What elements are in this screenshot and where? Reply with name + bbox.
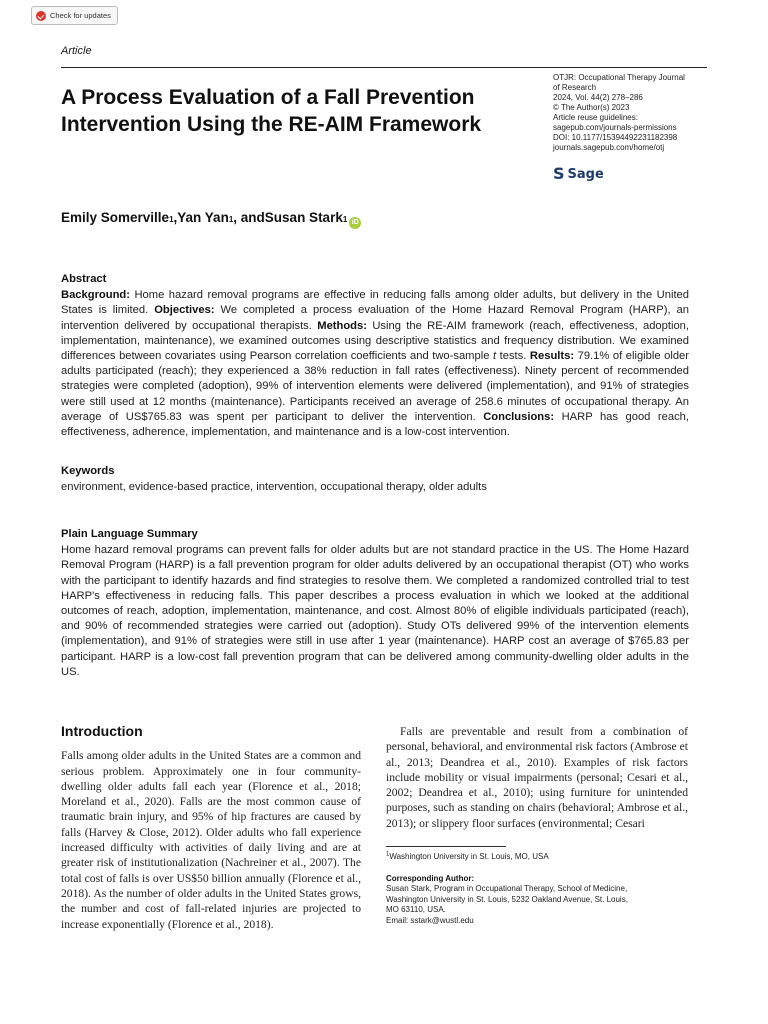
introduction-paragraph-2: Falls are preventable and result from a combination of personal, behavioral, and environmental risk factors (Ambrose et al., 2013; Deandrea et al., 2010). Examples of risk factors include mobility or visual impairments (personal; Cesari et al., 2002; Deandrea et al., 2010); using furniture for unintended purposes, such as standing on chairs (behavioral; Ambrose et al., 2013); or slippery floor surfaces (environmental; Cesari bbox=[386, 725, 688, 830]
article-title: A Process Evaluation of a Fall Prevention Intervention Using the RE-AIM Framework bbox=[61, 86, 482, 136]
conclusions-label: Conclusions: bbox=[483, 410, 555, 423]
corresponding-author-line: Susan Stark, Program in Occupational Therapy, School of Medicine, bbox=[386, 884, 628, 893]
author-name: Emily Somerville bbox=[61, 210, 170, 225]
introduction-heading: Introduction bbox=[61, 723, 143, 739]
results-label: Results: bbox=[529, 350, 575, 363]
journal-name-line-2: of Research bbox=[553, 83, 597, 92]
affiliation-footnote bbox=[386, 852, 696, 863]
plain-language-summary-text: Home hazard removal programs can prevent falls for older adults but are not standard practice in the US. The Home Hazard Removal Program (HARP) is a fall prevention program for older adults delivered by an occupational therapist (OT) who works with the participant to identify hazards and find strategies to resolve them. We completed a randomized controlled trial to test HARP's effectiveness in reducing falls. This paper describes a process evaluation in which we looked at the additional outcomes of reach, adoption, implementation, maintenance, and cost. Almost 80% of eligible individuals participated (reach), and 90% of recommended strategies were carried out (adoption). Study OTs delivered 99% of the intervention elements (implementation), and 91% of strategies were still in use after 1 year (maintenance). HARP cost an average of $765.83 per participant. HARP is a low-cost fall prevention program that can be delivered among community-dwelling older adults in the US. bbox=[61, 544, 689, 678]
introduction-left-column bbox=[61, 724, 361, 932]
introduction-right-column bbox=[386, 724, 688, 831]
author-list: Emily Somerville 1 , Yan Yan 1 , and Susan Stark 1 iD bbox=[61, 210, 361, 227]
methods-text-end: tests. bbox=[496, 350, 530, 363]
corresponding-author-email[interactable]: Email: sstark@wustl.edu bbox=[386, 915, 474, 925]
header-divider bbox=[61, 67, 707, 68]
keywords-text: environment, evidence-based practice, intervention, occupational therapy, older adults bbox=[61, 481, 487, 494]
objectives-label: Objectives: bbox=[154, 304, 215, 317]
doi-link[interactable]: DOI: 10.1177/15394492231182398 bbox=[553, 133, 678, 142]
footnote-divider bbox=[386, 846, 506, 847]
crossmark-icon bbox=[36, 11, 46, 21]
sage-logo bbox=[553, 166, 604, 182]
author-separator: , and bbox=[233, 210, 265, 225]
footnote-block bbox=[386, 852, 696, 926]
corresponding-author-line: Washington University in St. Louis, 5232 Oakland Avenue, St. Louis, bbox=[386, 894, 628, 904]
author-name: Susan Stark bbox=[264, 210, 343, 225]
check-for-updates-label: Check for updates bbox=[50, 11, 111, 20]
sage-s-icon: S bbox=[553, 164, 565, 183]
copyright-notice: © The Author(s) 2023 bbox=[553, 103, 630, 112]
check-for-updates-button[interactable] bbox=[31, 6, 118, 25]
abstract-section bbox=[61, 272, 689, 440]
methods-label: Methods: bbox=[317, 319, 367, 332]
journal-volume: 2024, Vol. 44(2) 278–286 bbox=[553, 93, 643, 102]
affiliation-text: Washington University in St. Louis, MO, USA bbox=[389, 852, 549, 861]
background-text: Home hazard removal programs are effective in reducing falls among older adults, but delivery in the United States is limited. bbox=[61, 289, 689, 317]
corresponding-author-line: MO 63110, USA. bbox=[386, 905, 446, 914]
plain-language-summary-section bbox=[61, 527, 689, 680]
objectives-text: We completed a process evaluation of the Home Hazard Removal Program (HARP), an intervention delivered by occupational therapists. bbox=[61, 304, 689, 332]
plain-language-summary-heading: Plain Language Summary bbox=[61, 528, 198, 540]
t-test-symbol: t bbox=[492, 350, 497, 363]
author-separator: , bbox=[173, 210, 178, 225]
background-label: Background: bbox=[61, 289, 130, 302]
keywords-section bbox=[61, 464, 689, 495]
publisher-name: Sage bbox=[567, 166, 604, 182]
keywords-heading: Keywords bbox=[61, 465, 115, 477]
permissions-link[interactable]: sagepub.com/journals-permissions bbox=[553, 123, 677, 132]
journal-metadata bbox=[553, 73, 723, 153]
corresponding-author-heading: Corresponding Author: bbox=[386, 873, 475, 883]
abstract-text bbox=[61, 288, 689, 440]
introduction-paragraph-1: Falls among older adults in the United States are a common and serious problem. Approximately one in four community-dwelling older adults fall each year (Florence et al., 2018; Moreland et al., 2020). Falls are the most common cause of traumatic brain injury, and 95% of hip fractures are caused by falls (Harvey & Close, 2012). Older adults who fall experience increased difficulty with activities of daily living and are at greater risk of institutionalization (Nachreiner et al., 2007). The total cost of falls is over US$50 billion annually (Florence et al., 2018). As the number of older adults in the United States grows, the number and cost of fall-related injuries are projected to increase exponentially (Florence et al., 2018). bbox=[61, 749, 361, 931]
reuse-guidelines-label: Article reuse guidelines: bbox=[553, 113, 638, 122]
orcid-icon[interactable]: iD bbox=[349, 217, 361, 229]
abstract-heading: Abstract bbox=[61, 273, 107, 285]
journal-name-line-1: OTJR: Occupational Therapy Journal bbox=[553, 73, 685, 82]
affiliation-mark: 1 bbox=[386, 851, 390, 858]
corresponding-author-block bbox=[386, 874, 696, 927]
methods-text: Using the RE-AIM framework (reach, effectiveness, adoption, implementation, maintenance), we examined outcomes using descriptive statistics and frequency distribution. We examined differences between covariates using Pearson correlation coefficients and two-sample bbox=[61, 319, 690, 363]
conclusions-text: HARP has good reach, effectiveness, adherence, implementation, and maintenance and is a low-cost intervention. bbox=[61, 410, 690, 439]
results-text: 79.1% of eligible older adults participated (reach); they experienced a 38% reduction in fall rates (effectiveness). Ninety percent of recommended strategies were completed (adoption), 99% of intervention elements were delivered (implementation), and 91% of strategies were still used at 12 months (maintenance). Participants received an average of 258.6 minutes of occupational therapy. An average of US$765.83 was spent per participant to deliver the intervention. bbox=[61, 350, 689, 423]
journal-homepage-link[interactable]: journals.sagepub.com/home/otj bbox=[553, 143, 665, 152]
article-type-label: Article bbox=[61, 45, 92, 57]
author-name: Yan Yan bbox=[177, 210, 229, 225]
